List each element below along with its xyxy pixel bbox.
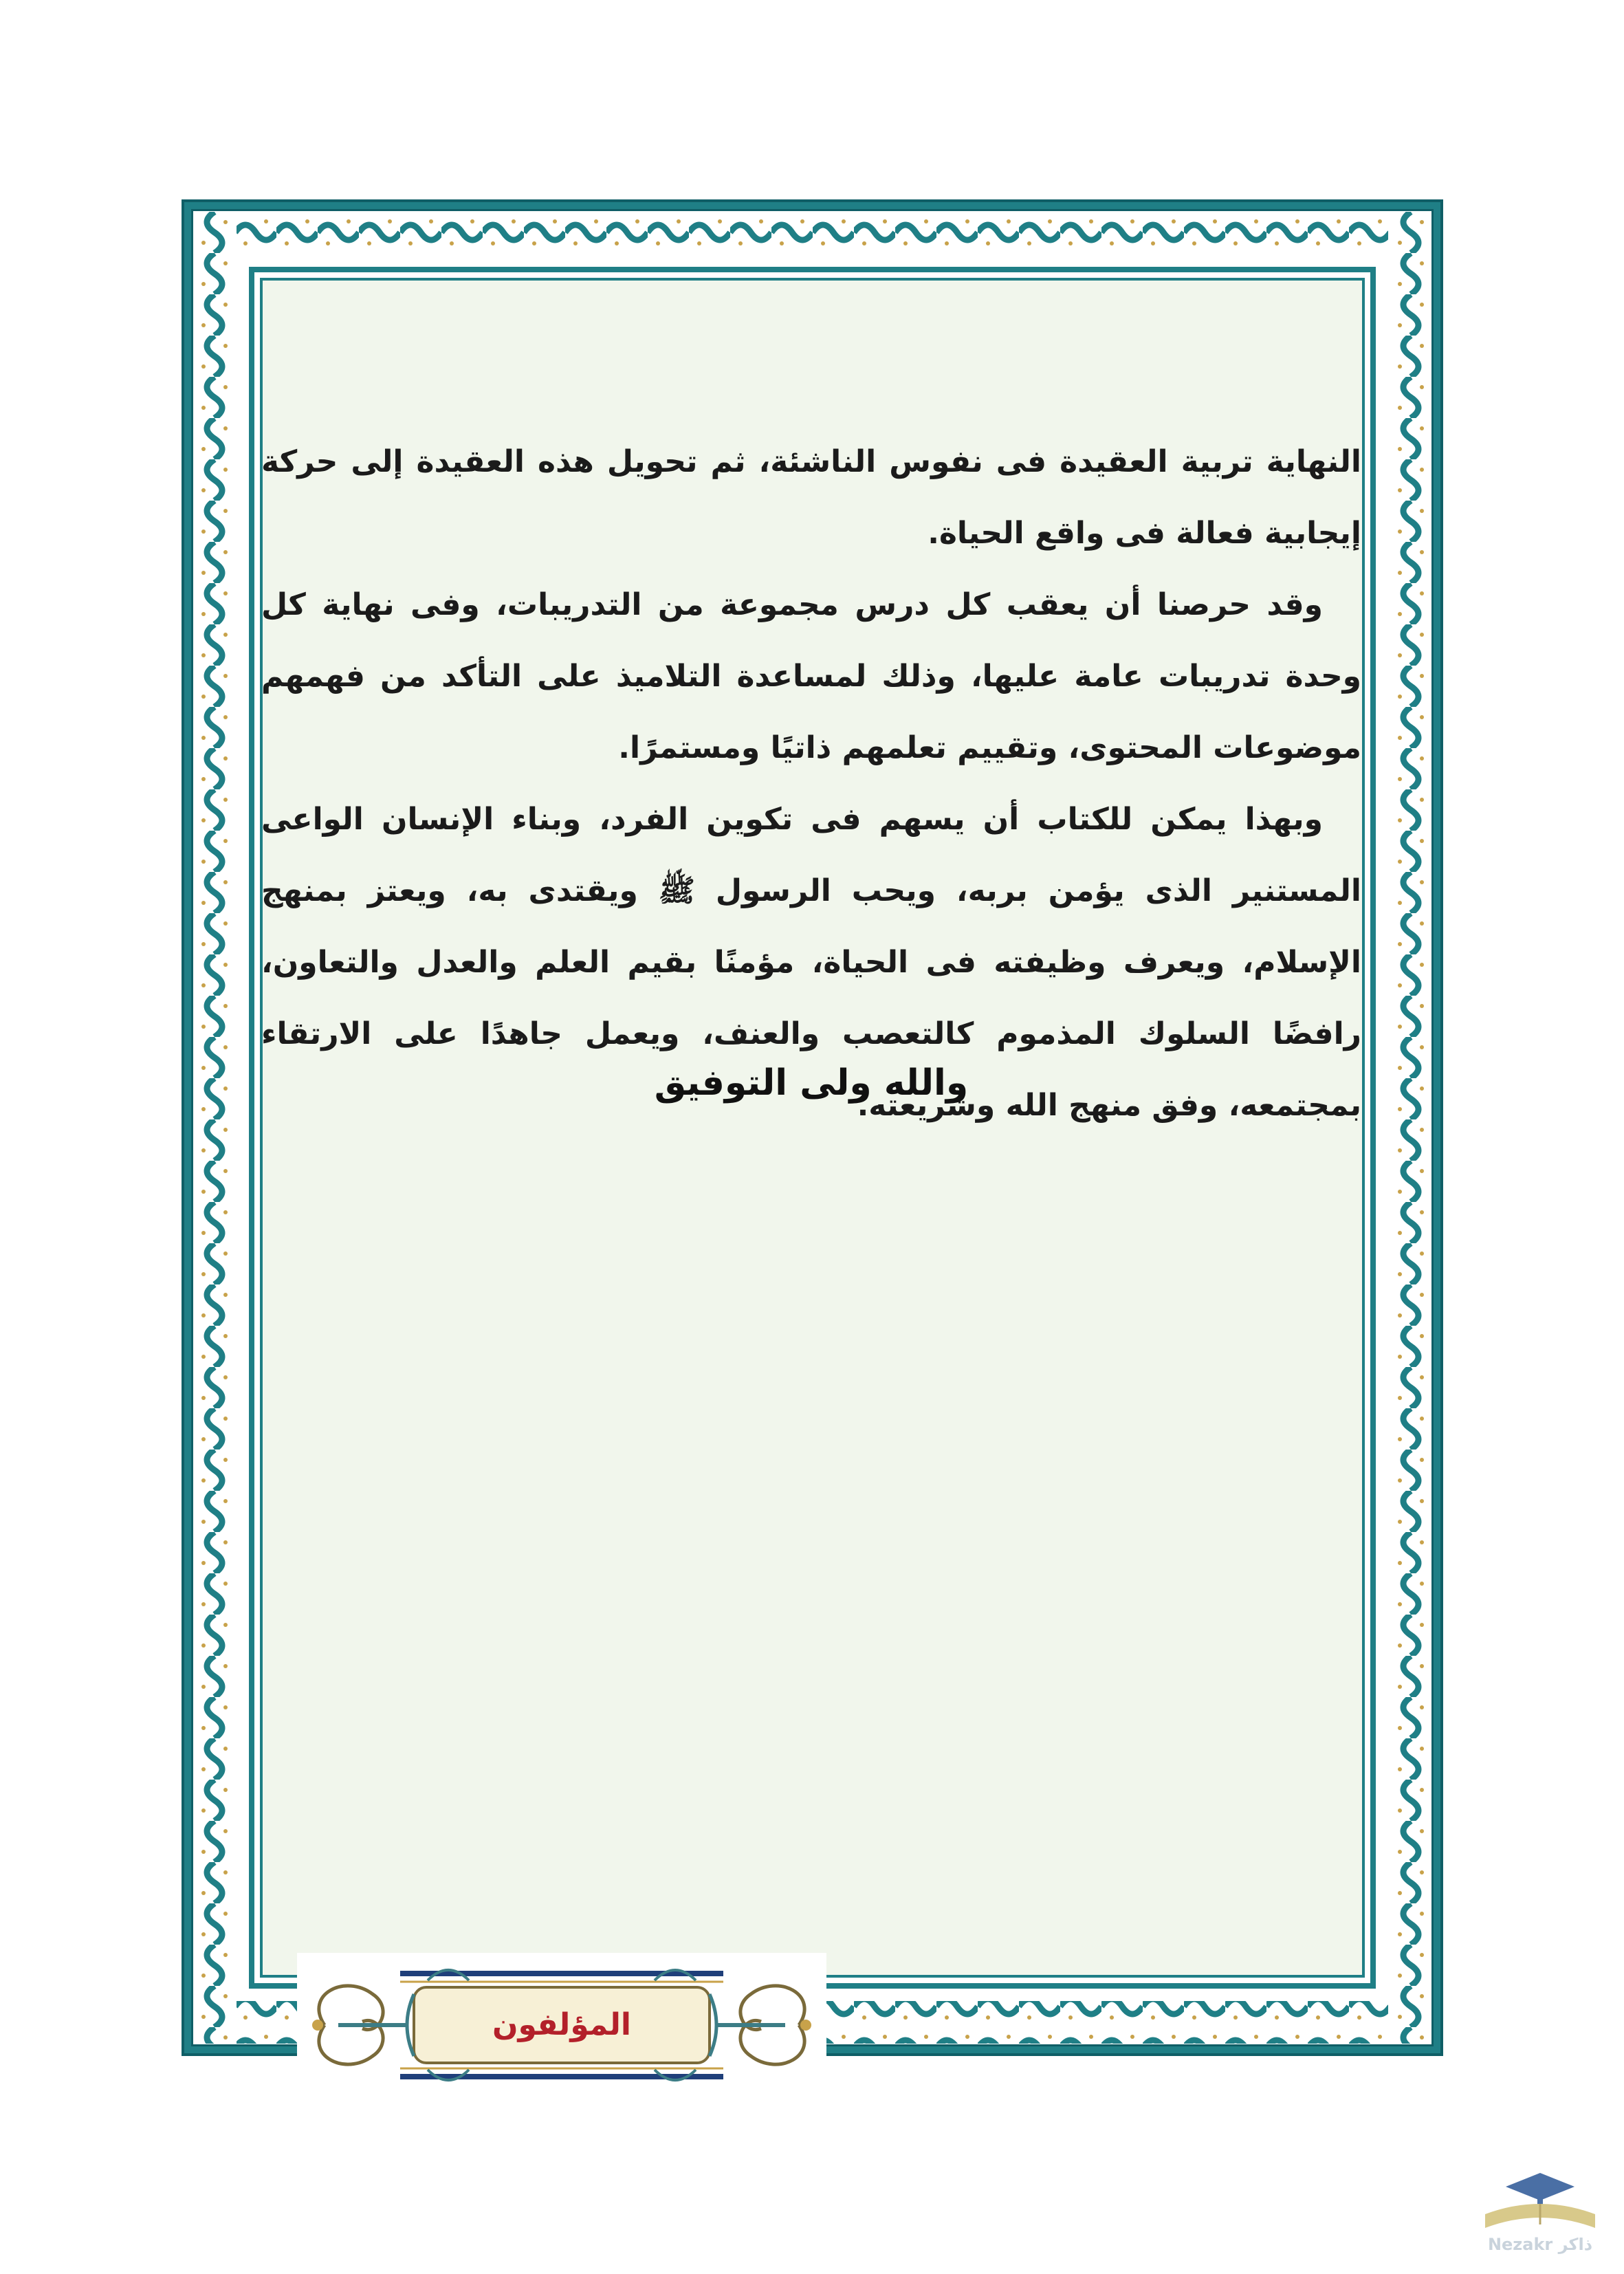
authors-label: المؤلفون <box>492 2007 632 2042</box>
graduation-cap-book-icon <box>1471 2166 1609 2235</box>
watermark-logo <box>1471 2166 1609 2262</box>
watermark-text: Nezakr ذاكر <box>1487 2235 1593 2254</box>
paragraph-1: النهاية تربية العقيدة فى نفوس الناشئة، ثم تحويل هذه العقيدة إلى حركة إيجابية فعالة فى واقع الحياة. <box>261 444 1361 551</box>
body-text <box>261 426 1361 1141</box>
closing-line: والله ولى التوفيق <box>654 1062 969 1104</box>
authors-cartouche <box>297 1953 826 2097</box>
paragraph-3: وبهذا يمكن للكتاب أن يسهم فى تكوين الفرد، وبناء الإنسان الواعى المستنير الذى يؤمن بربه، ويحب الرسول ﷺ ويقتدى به، ويعتز بمنهج الإسلام، ويعرف وظيفته فى الحياة، مؤمنًا بقيم العلم والعدل والتعاون، رافضًا السلوك المذموم كالتعصب والعنف، ويعمل جاهدًا على الارتقاء بمجتمعه، وفق منهج الله وشريعته. <box>261 802 1361 1123</box>
paragraph-2: وقد حرصنا أن يعقب كل درس مجموعة من التدريبات، وفى نهاية كل وحدة تدريبات عامة عليها، وذلك لمساعدة التلاميذ على التأكد من فهمهم موضوعات المحتوى، وتقييم تعلمهم ذاتيًا ومستمرًا. <box>261 587 1361 765</box>
